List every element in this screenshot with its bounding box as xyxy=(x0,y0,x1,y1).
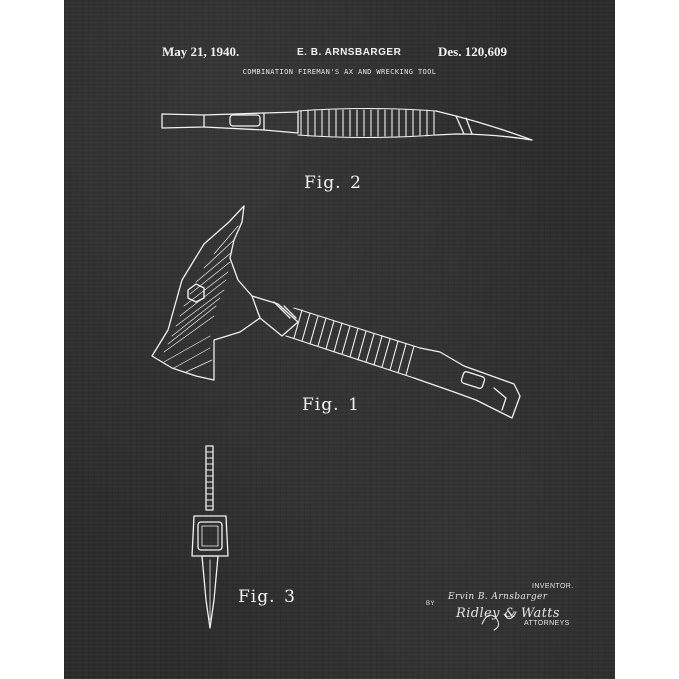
figure-3-prefix: Fig. xyxy=(238,587,276,607)
figure-1-number: 1 xyxy=(348,395,360,415)
attorney-signature: Ridley & Watts xyxy=(456,606,561,621)
figure-2-label xyxy=(304,166,362,194)
fig2-drawing xyxy=(162,109,532,141)
patent-drawings xyxy=(64,0,615,679)
figure-2-prefix: Fig. xyxy=(304,173,342,193)
figure-1-label xyxy=(302,388,360,416)
by-label: BY xyxy=(426,601,435,607)
patent-title: COMBINATION FIREMAN'S AX AND WRECKING TOOL xyxy=(242,68,437,76)
fig1-drawing xyxy=(152,206,520,418)
attorneys-label: ATTORNEYS xyxy=(524,620,570,627)
inventor-name: E. B. ARNSBARGER xyxy=(297,47,402,58)
figure-3-label xyxy=(238,580,296,608)
fig3-drawing xyxy=(192,446,228,628)
inventor-label: INVENTOR. xyxy=(532,583,574,590)
inventor-signature: Ervin B. Arnsbarger xyxy=(448,592,548,602)
figure-2-number: 2 xyxy=(350,173,362,193)
design-number: Des. 120,609 xyxy=(438,44,507,59)
patent-date: May 21, 1940. xyxy=(162,44,240,59)
patent-sheet xyxy=(64,0,615,679)
figure-1-prefix: Fig. xyxy=(302,395,340,415)
figure-3-number: 3 xyxy=(284,587,296,607)
